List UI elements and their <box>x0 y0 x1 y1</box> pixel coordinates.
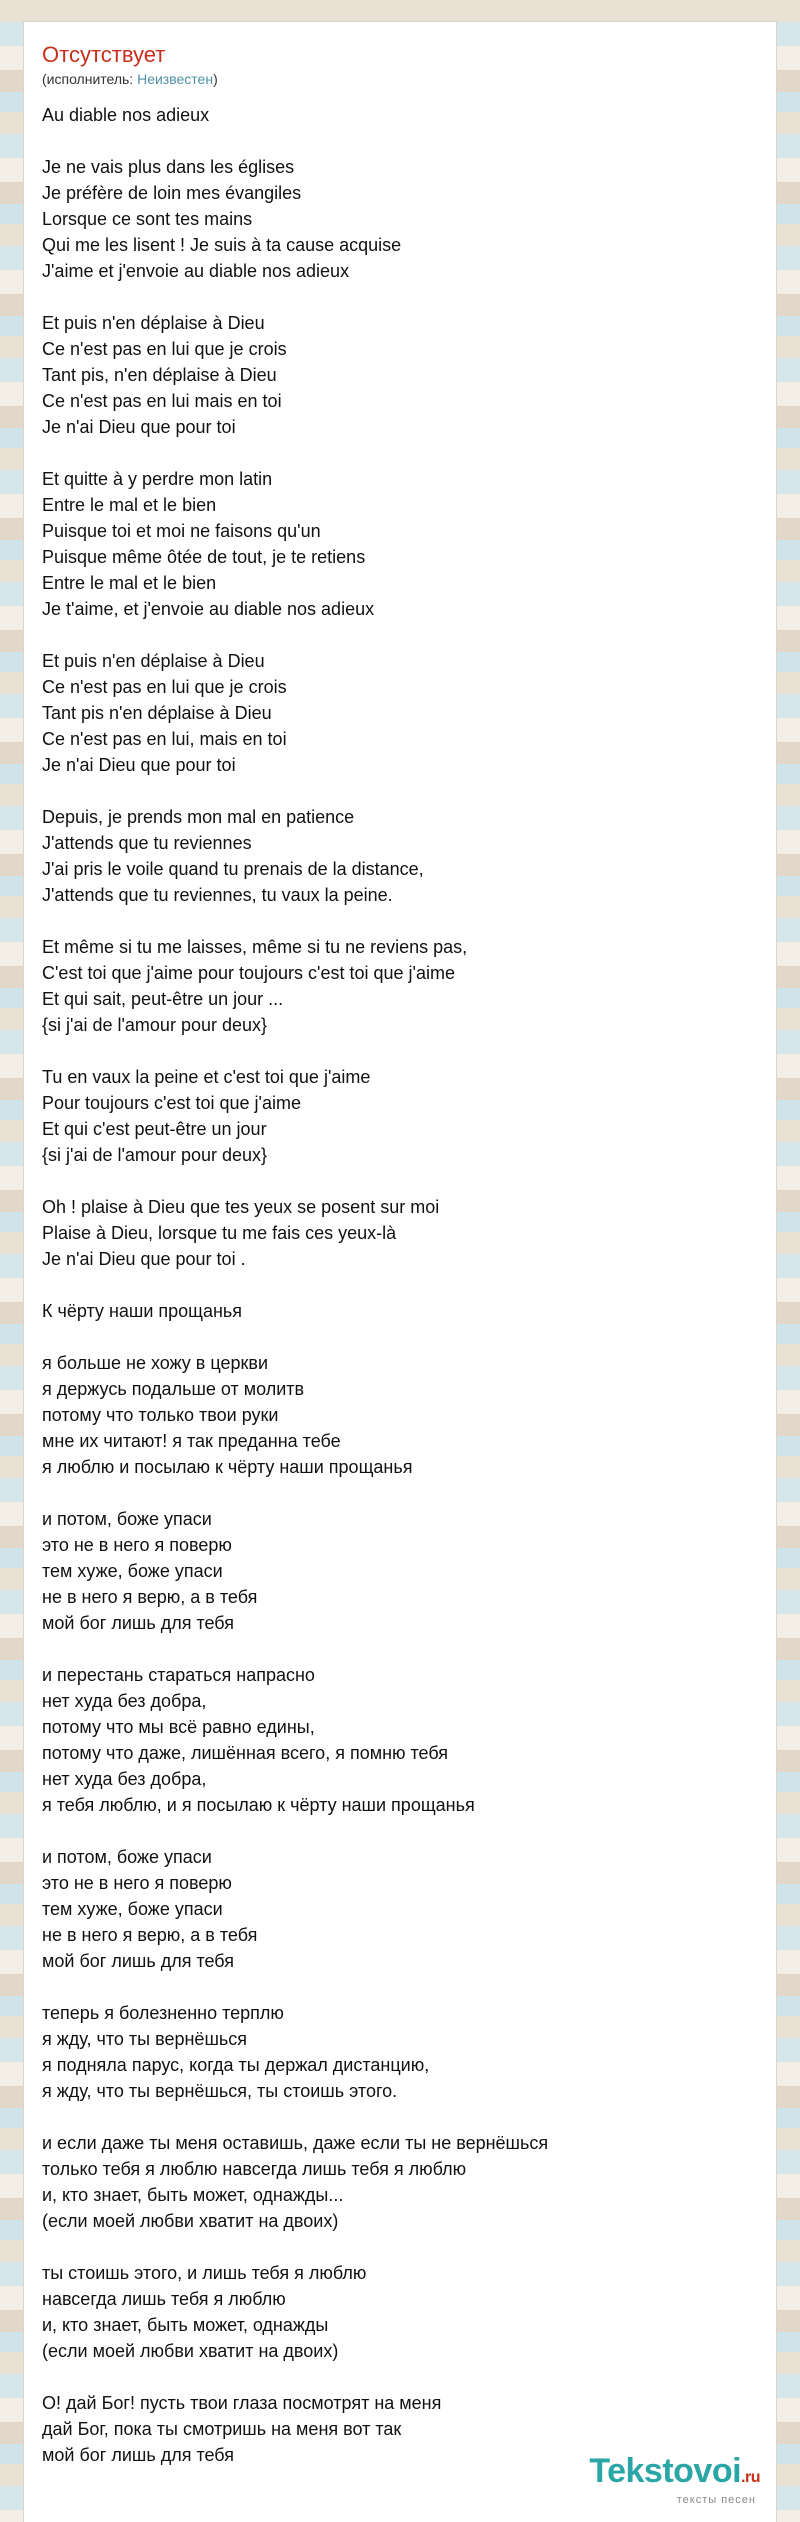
artist-link[interactable]: Неизвестен <box>137 71 214 87</box>
logo-wordmark <box>589 2453 760 2496</box>
artist-prefix: (исполнитель: <box>42 71 138 87</box>
lyrics-card <box>24 22 776 2522</box>
song-title: Отсутствует <box>42 42 166 67</box>
lyrics-text: Au diable nos adieux Je ne vais plus dans les églises Je préfère de loin mes évangiles Lorsque ce sont tes mains Qui me les lisent ! Je suis à ta cause acquise J'aime et j'envoie au diable nos adieux Et puis n'en déplaise à Dieu Ce n'est pas en lui que je crois Tant pis, n'en déplaise à Dieu Ce n'est pas en lui mais en toi Je n'ai Dieu que pour toi Et quitte à y perdre mon latin Entre le mal et le bien Puisque toi et moi ne faisons qu'un Puisque même ôtée de tout, je te retiens Entre le mal et le bien Je t'aime, et j'envoie au diable nos adieux Et puis n'en déplaise à Dieu Ce n'est pas en lui que je crois Tant pis n'en déplaise à Dieu Ce n'est pas en lui, mais en toi Je n'ai Dieu que pour toi Depuis, je prends mon mal en patience J'attends que tu reviennes J'ai pris le voile quand tu prenais de la distance, J'attends que tu reviennes, tu vaux la peine. Et même si tu me laisses, même si tu ne reviens pas, C'est toi que j'aime pour toujours c'est toi que j'aime Et qui sait, peut-être un jour ... {si j'ai de l'amour pour deux} Tu en vaux la peine et c'est toi que j'aime Pour toujours c'est toi que j'aime Et qui c'est peut-être un jour {si j'ai de l'amour pour deux} Oh ! plaise à Dieu que tes yeux se posent sur moi Plaise à Dieu, lorsque tu me fais ces yeux-là Je n'ai Dieu que pour toi . К чёрту наши прощанья я больше не хожу в церкви я держусь подальше от молитв потому что только твои руки мне их читают! я так преданна тебе я люблю и посылаю к чёрту наши прощанья и потом, боже упаси это не в него я поверю тем хуже, боже упаси не в него я верю, а в тебя мой бог лишь для тебя и перестань стараться напрасно нет худа без добра, потому что мы всё равно едины, потому что даже, лишённая всего, я помню тебя нет худа без добра, я тебя люблю, и я посылаю к чёрту наши прощанья и потом, боже упаси это не в него я поверю тем хуже, боже упаси не в него я верю, а в тебя мой бог лишь для тебя теперь я болезненно терплю я жду, что ты вернёшься я подняла парус, когда ты держал дистанцию, я жду, что ты вернёшься, ты стоишь этого. и если даже ты меня оставишь, даже если ты не вернёшься только тебя я люблю навсегда лишь тебя я люблю и, кто знает, быть может, однажды... (если моей любви хватит на двоих) ты стоишь этого, и лишь тебя я люблю навсегда лишь тебя я люблю и, кто знает, быть может, однажды (если моей любви хватит на двоих) О! дай Бог! пусть твои глаза посмотрят на меня дай Бог, пока ты смотришь на меня вот так мой бог лишь для тебя <box>42 105 549 2465</box>
artist-suffix: ) <box>213 71 218 87</box>
logo-tagline: тексты песен <box>676 2494 756 2506</box>
site-logo[interactable] <box>589 2453 760 2506</box>
artist-line <box>42 70 218 88</box>
logo-domain-suffix: .ru <box>741 2469 760 2486</box>
logo-main-text: Tekstovoi <box>589 2452 742 2490</box>
